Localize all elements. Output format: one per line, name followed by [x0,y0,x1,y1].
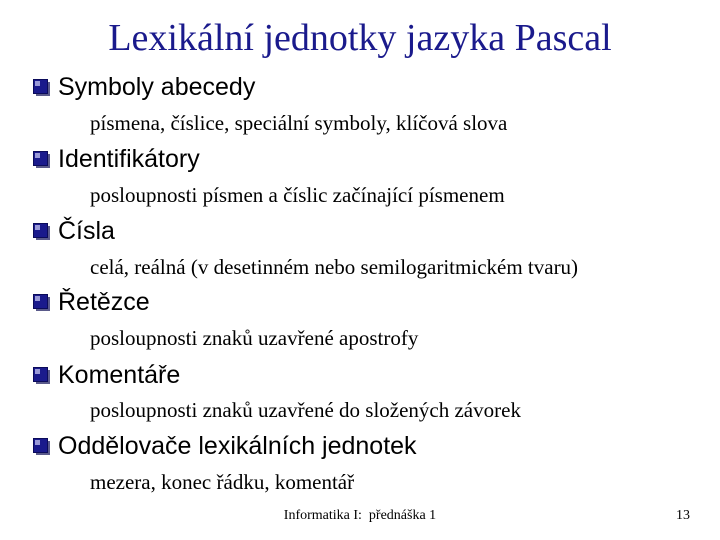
list-item [33,144,200,174]
item-label: Řetězce [58,288,150,316]
item-label: Čísla [58,217,115,245]
list-item [33,431,417,461]
list-item [33,216,115,246]
item-description: posloupnosti znaků uzavřené apostrofy [90,326,419,350]
footer-course: Informatika I: přednáška 1 [283,508,437,523]
list-item [33,72,255,102]
item-description: písmena, číslice, speciální symboly, klíčová slova [90,111,508,135]
square-bullet-icon [33,79,50,96]
list-item [33,360,180,390]
square-bullet-icon [33,367,50,384]
item-description: mezera, konec řádku, komentář [90,470,355,494]
item-label: Oddělovače lexikálních jednotek [58,432,417,460]
square-bullet-icon [33,438,50,455]
item-label: Identifikátory [58,145,200,173]
item-description: posloupnosti znaků uzavřené do složených závorek [90,398,521,422]
list-item [33,287,150,317]
item-description: celá, reálná (v desetinném nebo semilogaritmickém tvaru) [90,255,579,279]
square-bullet-icon [33,294,50,311]
square-bullet-icon [33,223,50,240]
page-number: 13 [676,508,690,523]
item-label: Symboly abecedy [58,73,256,101]
slide-title: Lexikální jednotky jazyka Pascal [108,17,612,59]
item-description: posloupnosti písmen a číslic začínající písmenem [90,183,505,207]
square-bullet-icon [33,151,50,168]
item-label: Komentáře [58,361,181,389]
